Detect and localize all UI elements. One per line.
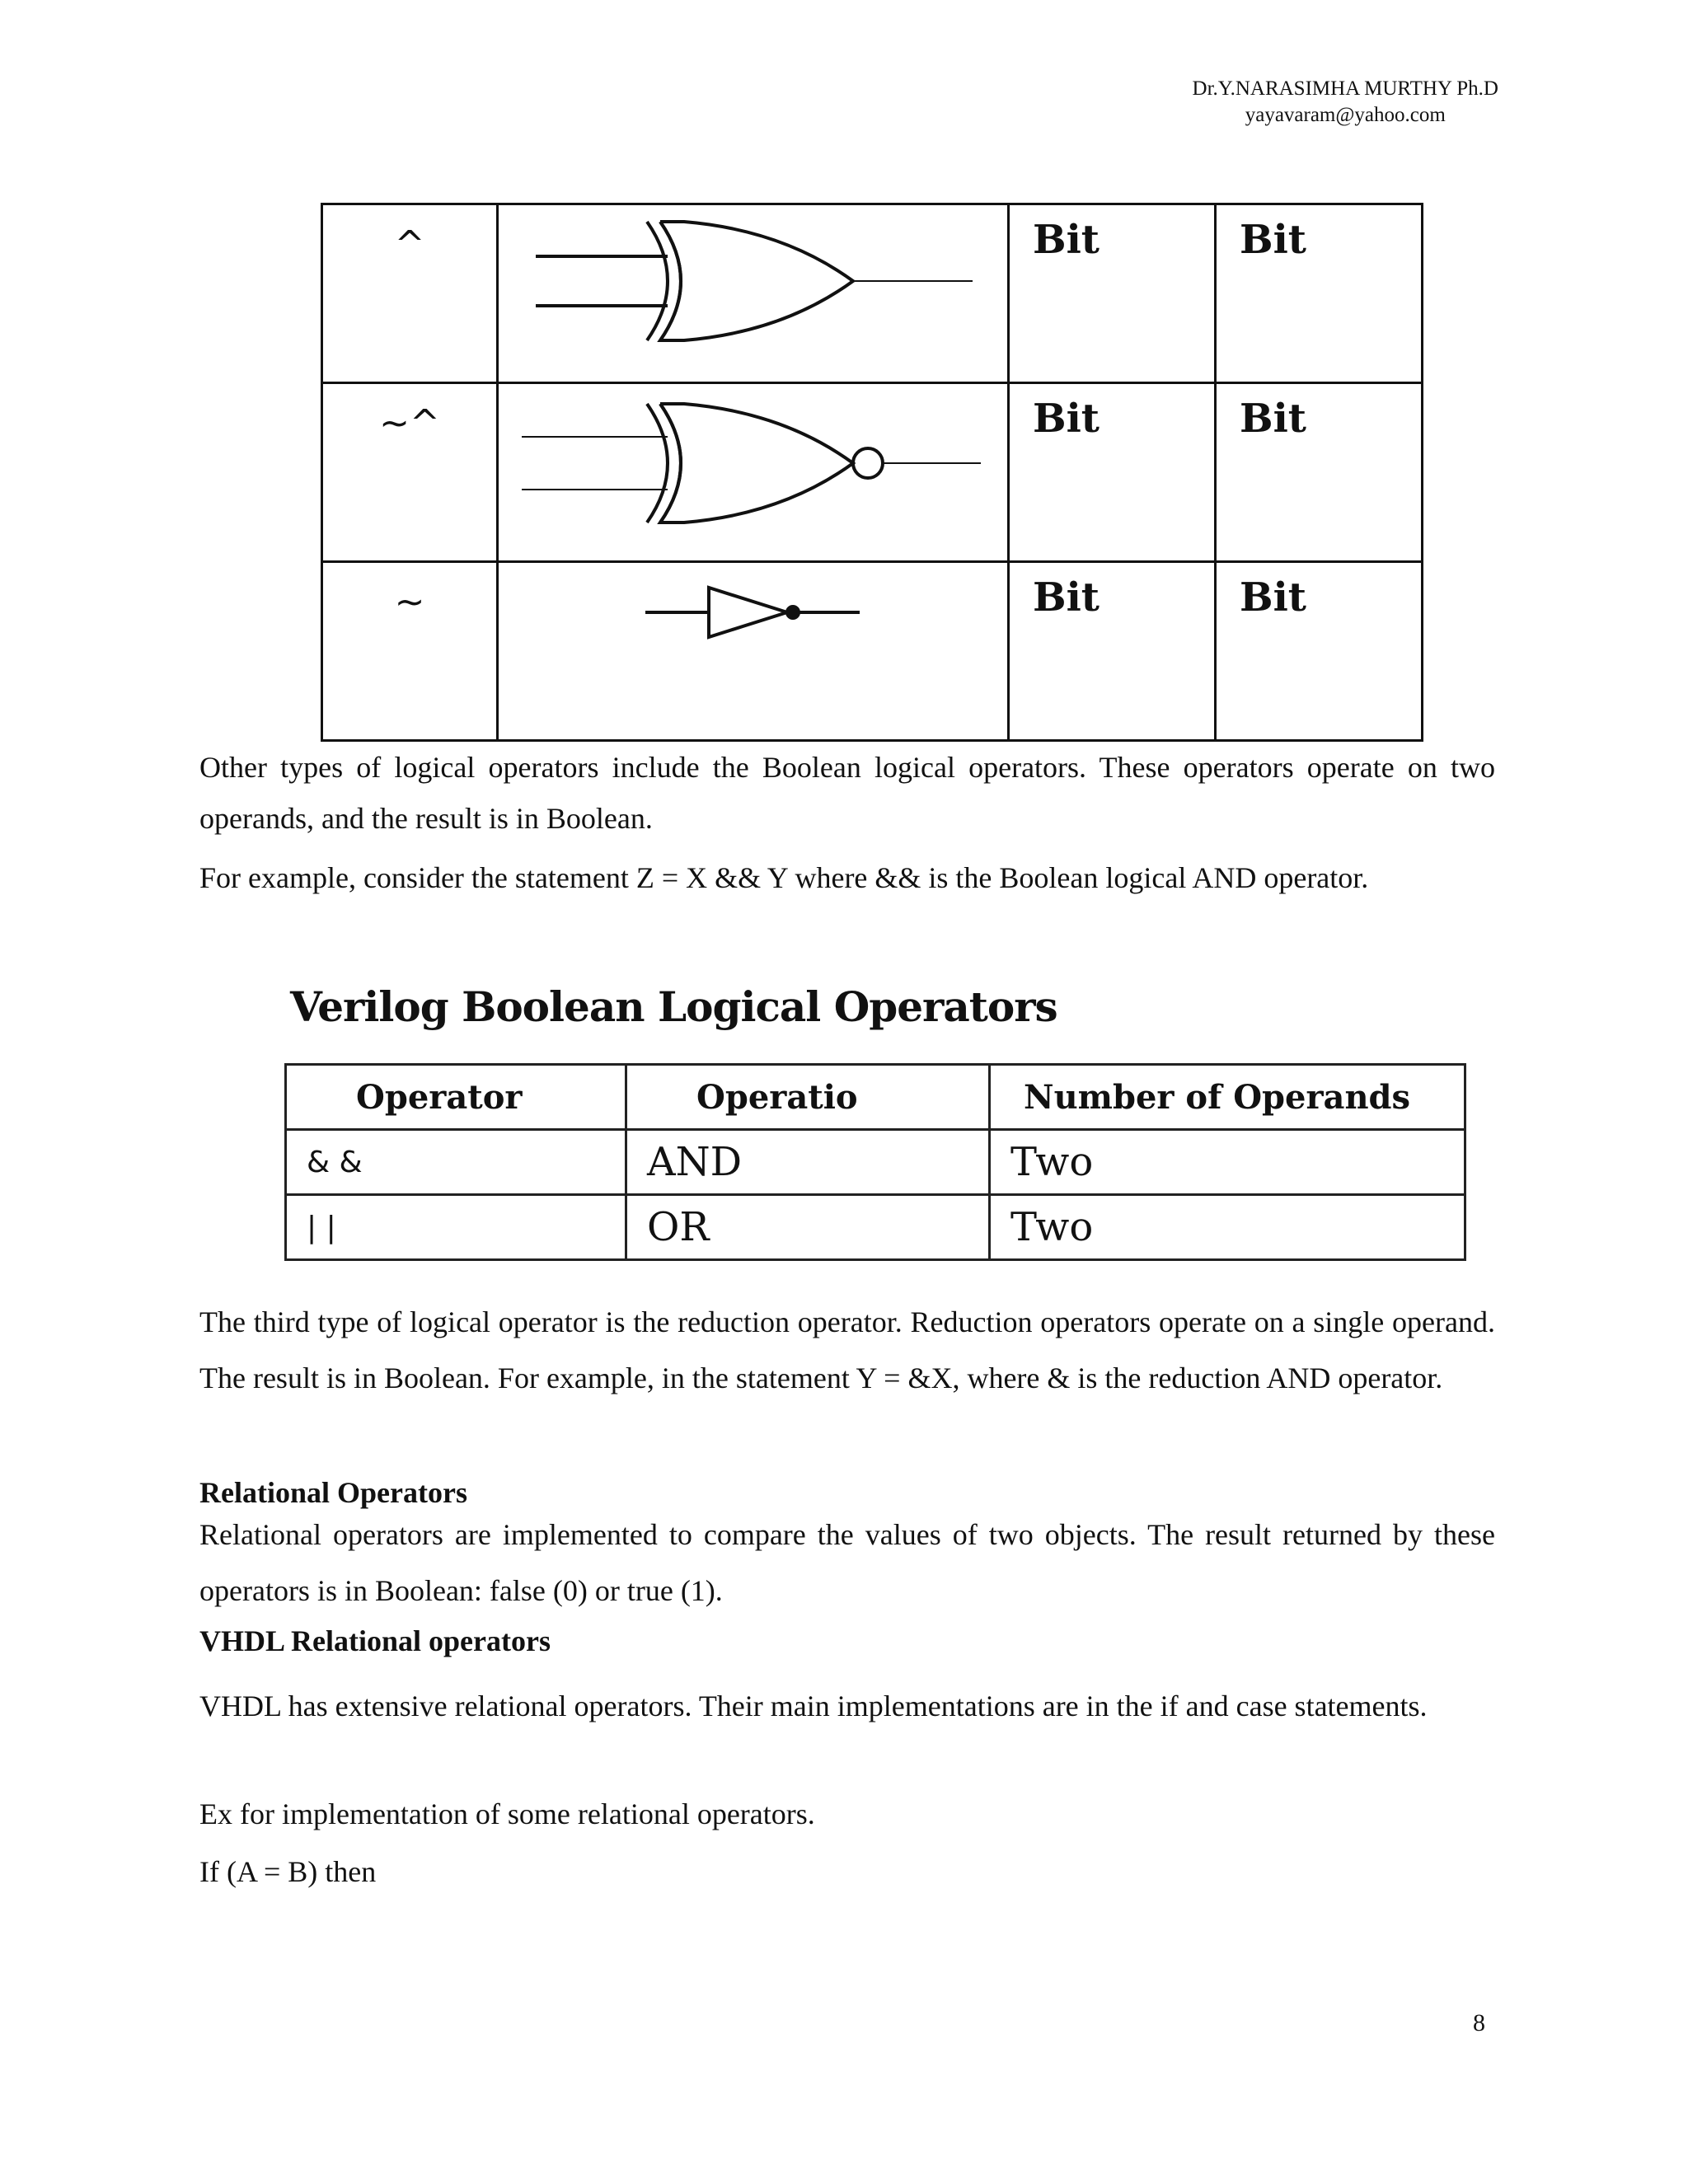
gate-row-not <box>322 562 1423 741</box>
author-email: yayavaram@yahoo.com <box>1245 104 1446 126</box>
not-col4: Bit <box>1216 562 1423 741</box>
xnor-col4: Bit <box>1216 383 1423 562</box>
cell-operands-and: Two <box>990 1130 1465 1195</box>
not-gate-icon <box>499 563 1007 721</box>
gate-row-xor <box>322 204 1423 383</box>
paragraph-relational: Relational operators are implemented to compare the values of two objects. The result returned by these operators is in Boolean: false (0) or true (1). <box>199 1518 1495 1607</box>
xor-col3: Bit <box>1009 204 1216 383</box>
xor-col4: Bit <box>1216 204 1423 383</box>
table-row <box>286 1130 1465 1195</box>
code-line: If (A = B) then <box>199 1855 377 1888</box>
paragraph-reduction: The third type of logical operator is the reduction operator. Reduction operators operate on a single operand. The result is in Boolean. For example, in the statement Y = &X, where & is the reduction AND operator. <box>199 1305 1495 1394</box>
gate-table <box>321 203 1423 742</box>
xnor-col3: Bit <box>1009 383 1216 562</box>
cell-operation-and: AND <box>626 1130 990 1195</box>
xor-gate-icon <box>499 205 1007 363</box>
gate-row-xnor <box>322 383 1423 562</box>
boolean-table-title: Verilog Boolean Logical Operators <box>290 982 1057 1031</box>
operator-xnor: ~^ <box>322 383 498 562</box>
page-header <box>1193 76 1498 129</box>
header-operation: Operatio <box>626 1065 990 1130</box>
table-row <box>286 1195 1465 1260</box>
header-operator: Operator <box>286 1065 626 1130</box>
header-operands: Number of Operands <box>990 1065 1465 1130</box>
table-header-row <box>286 1065 1465 1130</box>
paragraph-example: Ex for implementation of some relational operators. <box>199 1797 815 1830</box>
page-number: 8 <box>1473 2009 1485 2036</box>
not-col3: Bit <box>1009 562 1216 741</box>
operator-xor: ^ <box>322 204 498 383</box>
heading-relational: Relational Operators <box>199 1476 467 1509</box>
paragraph-boolean-intro: Other types of logical operators include the Boolean logical operators. These operators operate on two operands, and the result is in Boolean. <box>199 751 1495 835</box>
cell-operands-or: Two <box>990 1195 1465 1260</box>
not-gate-cell <box>498 562 1009 741</box>
cell-operator-or: | | <box>286 1195 626 1260</box>
paragraph-vhdl: VHDL has extensive relational operators. Their main implementations are in the if and case statements. <box>199 1690 1428 1722</box>
xor-gate-cell <box>498 204 1009 383</box>
boolean-operators-table <box>284 1063 1466 1261</box>
paragraph-boolean-example: For example, consider the statement Z = X && Y where && is the Boolean logical AND operator. <box>199 861 1369 894</box>
cell-operation-or: OR <box>626 1195 990 1260</box>
xnor-gate-icon <box>499 384 1007 542</box>
author-name: Dr.Y.NARASIMHA MURTHY Ph.D <box>1192 77 1498 100</box>
cell-operator-and: & & <box>286 1130 626 1195</box>
xnor-gate-cell <box>498 383 1009 562</box>
heading-vhdl-relational: VHDL Relational operators <box>199 1624 551 1657</box>
operator-not: ~ <box>322 562 498 741</box>
